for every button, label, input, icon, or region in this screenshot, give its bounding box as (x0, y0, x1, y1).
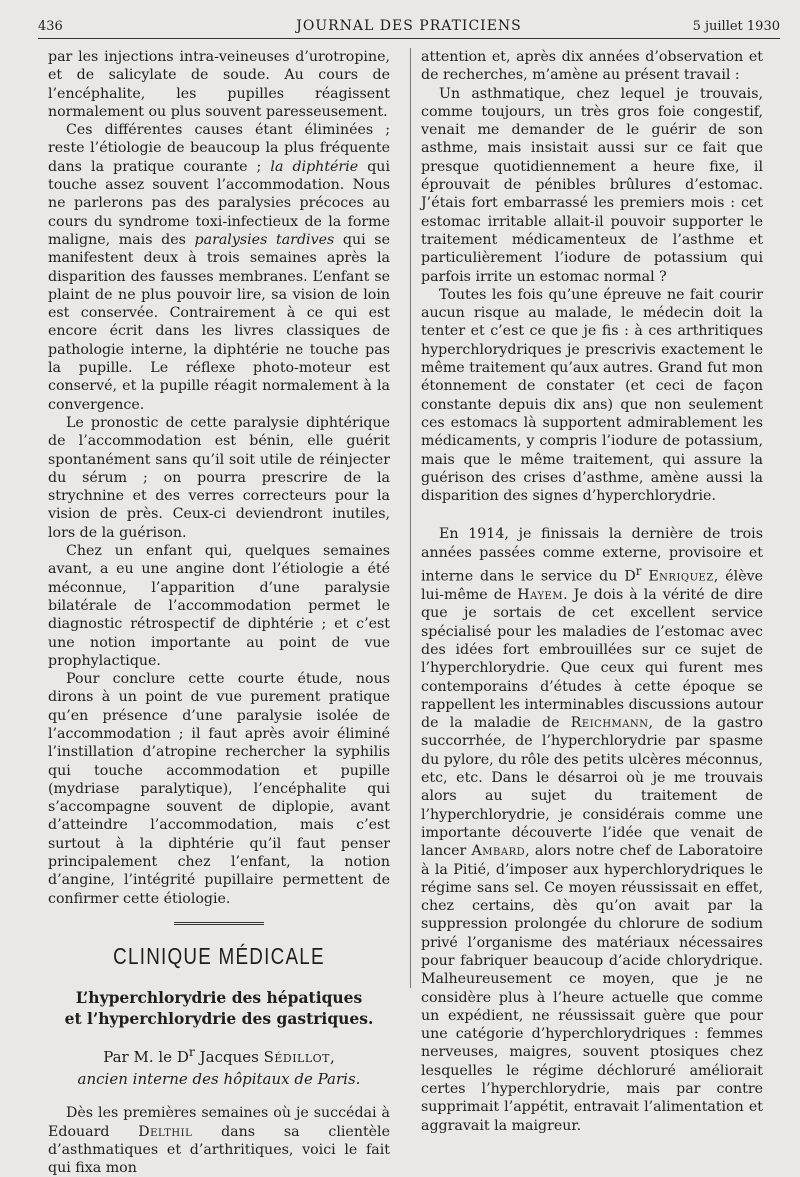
article-title: L’hyperchlorydrie des hépatiques et l’hyperchlorydrie des gastriques. (64, 988, 374, 1029)
emphasis: paralysies tardives (194, 231, 335, 248)
section-divider (174, 922, 264, 925)
paragraph: Toutes les fois qu’une épreuve ne fait courir aucun risque au malade, le médecin doit la tenter et c’est ce que je fis : à ces arthritiques hyperchlorydriques je prescrivis exactement le même traitement qu’aux autres. Grand fut mon étonnement de constater (et ceci de façon constante depuis dix ans) que non seulement ces estomacs là supportent admirablement les médicaments, y compris l’iodure de potassium, mais que le même traitement, qui assure la guérison des crises d’asthme, amène aussi la disparition des signes d’hyperchlorydrie. (421, 286, 763, 505)
paragraph: Le pronostic de cette paralysie diphtérique de l’accommodation est bénin, elle guérit spontanément sans qu’il soit utile de réinjecter du sérum ; on pourra prescrire de la strychnine et des verres correcteurs pour la vision de près. Ceux-ci deviendront inutiles, lors de la guérison. (48, 414, 390, 541)
paragraph: Pour conclure cette courte étude, nous dirons à un point de vue purement pratique qu’en présence d’une paralysie isolée de l’accommodation ; il faut après avoir éliminé l’instillation d’atropine rechercher la syphilis qui touche accommodation et pupille (mydriase paralytique), l’encéphalite qui s’accompagne souvent de diplopie, avant d’atteindre l’accommodation, mais c’est surtout à la diphtérie qu’il faut penser principalement chez l’enfant, la notion d’angine, l’intégrité pupillaire permettent de confirmer cette étiologie. (48, 671, 390, 907)
left-column (48, 48, 390, 1177)
paragraph: Chez un enfant qui, quelques semaines avant, a eu une angine dont l’étiologie a été méconnue, l’apparition d’une paralysie bilatérale de l’accommodation permet le diagnostic rétrospectif de diphtérie ; et c’est une notion importante au point de vue prophylactique. (48, 543, 390, 669)
paragraph: attention et, après dix années d’observation et de recherches, m’amène au présent travail : (421, 49, 763, 84)
issue-date: 5 juillet 1930 (692, 19, 780, 34)
emphasis: la diphtérie (270, 158, 359, 175)
author-byline: Par M. le $D^r$ Jacques Sédillot, (103, 1044, 335, 1067)
paragraph: Ces différentes causes étant éliminées ; reste l’étiologie de beaucoup la plus fréquente dans la pratique courante ; la diphtérie qui touche assez souvent l’accommodation. Nous ne parlerons pas des paralysies précoces au cours du syndrome toxi-infectieux de la forme maligne, mais des paralysies tardives qui se manifestent deux à trois semaines après la disparition des fausses membranes. L’enfant se plaint de ne plus pouvoir lire, sa vision de loin est conservée. Contrairement à ce qui est encore écrit dans les livres classiques de pathologie interne, la diphtérie ne touche pas la pupille. Le réflexe photo-moteur est conservé, et la pupille réagit normalement à la convergence. (48, 122, 390, 413)
column-divider (410, 48, 411, 988)
paragraph: Dès les premières semaines où je succédai à Edouard Delthil dans sa clientèle d’asthmatiques et d’arthritiques, voici le fait qui fixa mon (48, 1105, 390, 1177)
paragraph: par les injections intra-veineuses d’urotropine, et de salicylate de soude. Au cours de l’encéphalite, les pupilles réagissent normalement ou plus souvent paresseusement. (48, 49, 390, 120)
right-column (421, 48, 763, 1135)
paragraph: Un asthmatique, chez lequel je trouvais, comme toujours, un très gros foie congestif, venait me demander de le guérir de son asthme, mais insistait aussi sur ce fait que presque quotidiennement a heure fixe, il éprouvait de pénibles brûlures d’estomac. J’étais fort embarrassé les premiers mois : cet estomac irritable allait-il pouvoir supporter le traitement médicamenteux de l’asthme et particulièrement l’iodure de potassium qui parfois irrite un estomac normal ? (421, 85, 763, 285)
section-title: CLINIQUE MÉDICALE (113, 942, 325, 969)
paragraph: En 1914, je finissais la dernière de trois années passées comme externe, provisoire et interne dans le service du $D^r$ Enriquez, élève lui-même de Hayem. Je dois à la vérité de dire que je sortais de cet excellent service spécialisé pour les maladies de l’estomac avec des idées fort embrouillées sur ce sujet de l’hyperchlorydrie. Que ceux qui furent mes contemporains d’études à cette époque se rappellent les interminables discussions autour de la maladie de Reichmann, de la gastro succorrhée, de l’hyperchlorydrie par spasme du pylore, du rôle des petits ulcères méconnus, etc, etc. Dans le désarroi où je me trouvais alors au sujet du traitement de l’hyperchlorydrie, je considérais comme une importante découverte l’idée que venait de lancer Ambard, alors notre chef de Laboratoire à la Pitié, d’imposer aux hyperchlorydriques le régime sans sel. Ce moyen réussissait en effet, chez certains, dès qu’on avait par la suppression prolongée du chlorure de sodium privé l’organisme des matériaux nécessaires pour fabriquer beaucoup d’acide chlorydrique. Malheureusement ce moyen, que je ne considère plus à l’heure actuelle que comme un expédient, ne réussissait guère que pour une catégorie d’hyperchlorydriques : femmes nerveuses, maigres, souvent ptosiques chez lesquelles le régime déchloruré améliorait certes l’hyperchlorydrie, mais par contre supprimait l’appétit, entravait l’alimentation et aggravait la maigreur. (421, 526, 764, 1134)
page-number: 436 (38, 19, 63, 34)
running-header (38, 16, 780, 39)
author-affiliation: ancien interne des hôpitaux de Paris. (77, 1070, 361, 1089)
journal-title: JOURNAL DES PRATICIENS (296, 18, 522, 34)
